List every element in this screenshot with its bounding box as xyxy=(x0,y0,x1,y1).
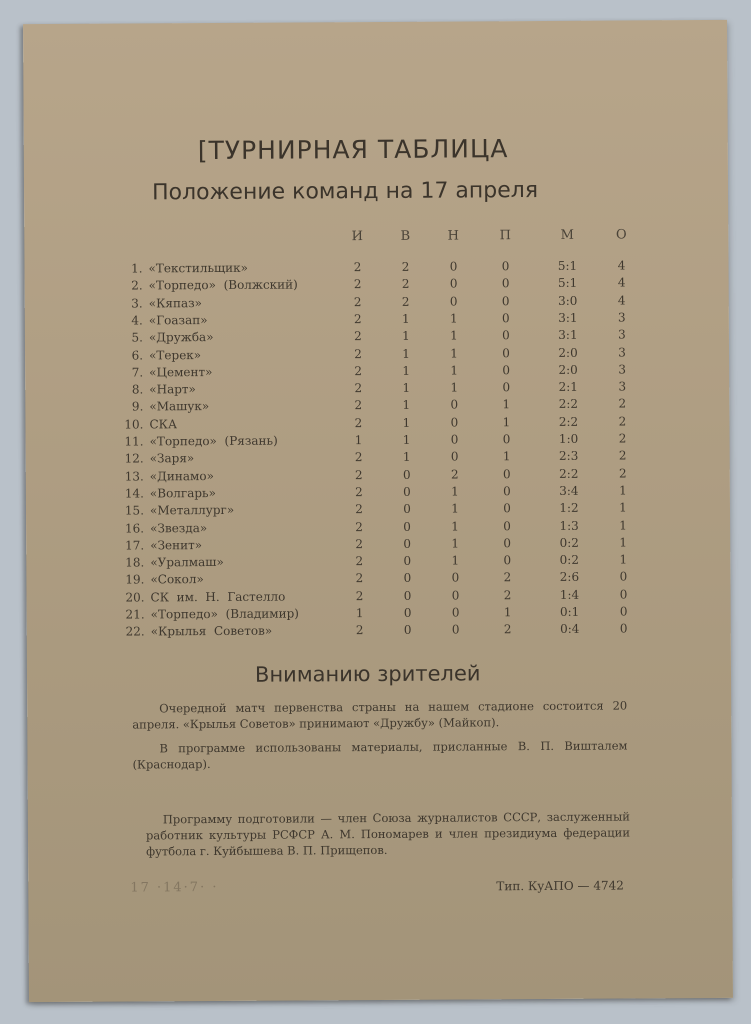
points-cell: 3 xyxy=(618,344,626,360)
losses-cell: 1 xyxy=(503,605,512,620)
position-cell: 12. xyxy=(124,451,144,466)
position-cell: 7. xyxy=(131,365,144,380)
wins-cell: 0 xyxy=(403,588,412,603)
team-name-cell: «Машук» xyxy=(149,399,210,414)
games-cell: 2 xyxy=(355,502,363,517)
points-cell: 0 xyxy=(619,604,628,619)
losses-cell: 0 xyxy=(501,259,510,274)
losses-cell: 0 xyxy=(501,311,510,326)
team-name-cell: «Нарт» xyxy=(149,382,196,397)
team-name-cell: «Уралмаш» xyxy=(150,555,224,570)
position-cell: 22. xyxy=(125,624,145,639)
wins-cell: 1 xyxy=(402,415,411,430)
wins-cell: 0 xyxy=(403,484,411,499)
draws-cell: 0 xyxy=(451,588,460,603)
team-name-cell: «Сокол» xyxy=(150,572,204,587)
points-cell: 2 xyxy=(618,396,627,411)
team-name-cell: СКА xyxy=(149,416,178,432)
wins-cell: 0 xyxy=(403,553,412,568)
games-cell: 2 xyxy=(353,260,362,275)
points-cell: 2 xyxy=(618,431,627,446)
column-header-wins: В xyxy=(400,228,411,244)
goals-cell: 3:1 xyxy=(558,310,578,325)
points-cell: 3 xyxy=(618,379,627,394)
team-name-cell: «Дружба» xyxy=(148,330,214,345)
losses-cell: 1 xyxy=(502,414,511,429)
wins-cell: 1 xyxy=(402,398,411,413)
goals-cell: 2:1 xyxy=(558,379,578,394)
goals-cell: 2:6 xyxy=(559,570,580,585)
games-cell: 2 xyxy=(354,363,363,378)
draws-cell: 0 xyxy=(449,259,458,274)
printer-info: Тип. КуАПО — 4742 xyxy=(496,878,624,894)
draws-cell: 1 xyxy=(450,380,459,395)
goals-cell: 0:4 xyxy=(560,622,580,637)
faded-stamp: 17 ·14·7· · xyxy=(130,879,219,896)
next-match-paragraph: Очередной матч первенства страны на нашем стадионе состоится 20 апреля. «Крылья Советов» принимают «Дружбу» (Майкоп). xyxy=(132,698,628,732)
goals-cell: 3:1 xyxy=(558,327,578,343)
column-header-points: О xyxy=(615,227,627,243)
draws-cell: 0 xyxy=(450,397,459,412)
points-cell: 4 xyxy=(617,293,626,308)
position-cell: 19. xyxy=(125,572,145,587)
games-cell: 2 xyxy=(354,398,363,413)
points-cell: 3 xyxy=(618,327,626,342)
games-cell: 2 xyxy=(355,484,363,500)
points-cell: 2 xyxy=(618,448,627,463)
losses-cell: 0 xyxy=(503,553,512,568)
points-cell: 2 xyxy=(618,466,627,481)
points-cell: 3 xyxy=(617,310,626,325)
games-cell: 2 xyxy=(353,294,362,309)
wins-cell: 1 xyxy=(402,432,411,447)
draws-cell: 1 xyxy=(450,328,458,343)
losses-cell: 0 xyxy=(501,293,510,308)
position-cell: 15. xyxy=(124,503,145,518)
losses-cell: 1 xyxy=(502,449,511,464)
games-cell: 2 xyxy=(355,554,364,569)
attention-heading: Вниманию зрителей xyxy=(254,661,481,687)
games-cell: 2 xyxy=(355,623,364,638)
draws-cell: 1 xyxy=(451,553,460,568)
position-cell: 6. xyxy=(131,347,144,363)
wins-cell: 2 xyxy=(401,277,410,292)
games-cell: 2 xyxy=(353,277,362,292)
points-cell: 0 xyxy=(619,569,628,584)
wins-cell: 1 xyxy=(402,328,410,344)
draws-cell: 1 xyxy=(450,346,458,361)
wins-cell: 0 xyxy=(403,519,411,534)
points-cell: 2 xyxy=(618,414,627,429)
goals-cell: 2:2 xyxy=(558,414,579,429)
column-header-goals: М xyxy=(560,227,575,243)
goals-cell: 2:0 xyxy=(558,362,578,377)
games-cell: 1 xyxy=(354,433,363,448)
team-name-cell: «Торпедо» (Рязань) xyxy=(149,433,278,449)
games-cell: 2 xyxy=(354,346,362,361)
draws-cell: 0 xyxy=(451,622,460,637)
wins-cell: 0 xyxy=(403,571,412,586)
losses-cell: 1 xyxy=(502,397,511,412)
games-cell: 1 xyxy=(355,606,364,621)
goals-cell: 1:2 xyxy=(559,500,579,516)
position-cell: 3. xyxy=(131,296,143,311)
goals-cell: 0:2 xyxy=(559,552,580,567)
games-cell: 2 xyxy=(355,571,364,586)
draws-cell: 0 xyxy=(450,415,459,430)
team-name-cell: СК им. Н. Гастелло xyxy=(150,589,286,605)
position-cell: 4. xyxy=(131,313,143,328)
team-name-cell: «Кяпаз» xyxy=(148,295,203,310)
losses-cell: 0 xyxy=(501,276,510,291)
position-cell: 10. xyxy=(124,417,144,432)
position-cell: 11. xyxy=(124,434,144,449)
wins-cell: 1 xyxy=(402,380,411,395)
games-cell: 2 xyxy=(354,381,363,396)
losses-cell: 2 xyxy=(503,622,512,637)
team-name-cell: «Торпедо» (Волжский) xyxy=(148,277,298,293)
team-name-cell: «Зенит» xyxy=(150,537,203,553)
points-cell: 1 xyxy=(619,552,628,567)
page-title: [ТУРНИРНАЯ ТАБЛИЦА xyxy=(197,134,509,166)
points-cell: 0 xyxy=(619,621,628,636)
column-header-draws: Н xyxy=(447,228,460,244)
points-cell: 4 xyxy=(617,258,626,273)
goals-cell: 2:2 xyxy=(558,397,579,412)
team-name-cell: «Волгарь» xyxy=(149,485,216,501)
position-cell: 13. xyxy=(124,469,144,484)
wins-cell: 0 xyxy=(403,605,412,620)
wins-cell: 0 xyxy=(403,623,412,638)
credits-paragraph: Программу подготовили — член Союза журналистов СССР, заслуженный работник культуры РСФСР А. М. Пономарев и член президиума федерации футбола г. Куйбышева В. П. Прищепов. xyxy=(145,809,631,859)
draws-cell: 0 xyxy=(451,605,460,620)
draws-cell: 1 xyxy=(451,519,459,534)
wins-cell: 0 xyxy=(403,501,411,517)
position-cell: 8. xyxy=(131,382,144,397)
program-page xyxy=(23,20,733,1002)
team-name-cell: «Текстильщик» xyxy=(148,260,249,276)
draws-cell: 0 xyxy=(451,570,460,585)
position-cell: 16. xyxy=(124,520,145,536)
position-cell: 20. xyxy=(125,590,145,605)
wins-cell: 1 xyxy=(402,346,410,361)
team-name-cell: «Торпедо» (Владимир) xyxy=(150,606,299,622)
team-name-cell: «Заря» xyxy=(149,451,195,466)
losses-cell: 0 xyxy=(502,328,510,343)
team-name-cell: «Металлург» xyxy=(149,503,235,518)
losses-cell: 0 xyxy=(503,484,511,499)
position-cell: 9. xyxy=(131,399,144,414)
draws-cell: 1 xyxy=(451,536,460,551)
wins-cell: 1 xyxy=(402,363,411,378)
position-cell: 14. xyxy=(124,486,144,501)
wins-cell: 1 xyxy=(401,311,410,326)
position-cell: 21. xyxy=(125,607,145,622)
wins-cell: 2 xyxy=(401,259,410,274)
draws-cell: 0 xyxy=(449,294,458,309)
wins-cell: 2 xyxy=(401,294,410,309)
team-name-cell: «Крылья Советов» xyxy=(150,623,273,639)
games-cell: 2 xyxy=(355,519,363,534)
losses-cell: 0 xyxy=(502,466,511,481)
position-cell: 18. xyxy=(125,555,145,570)
points-cell: 1 xyxy=(619,483,627,498)
team-name-cell: «Терек» xyxy=(148,347,202,362)
standings-table-header xyxy=(24,227,728,245)
losses-cell: 0 xyxy=(502,362,511,378)
draws-cell: 1 xyxy=(449,311,458,326)
goals-cell: 0:2 xyxy=(559,535,579,550)
points-cell: 1 xyxy=(619,517,627,533)
losses-cell: 2 xyxy=(503,570,512,585)
losses-cell: 0 xyxy=(502,345,510,360)
team-name-cell: «Динамо» xyxy=(149,468,214,483)
materials-paragraph: В программе использованы материалы, присланные В. П. Вишталем (Краснодар). xyxy=(132,738,628,772)
goals-cell: 0:1 xyxy=(559,604,580,619)
column-header-games: И xyxy=(351,229,364,245)
points-cell: 3 xyxy=(618,362,627,377)
position-cell: 1. xyxy=(131,261,143,276)
goals-cell: 2:2 xyxy=(559,466,579,481)
losses-cell: 0 xyxy=(503,535,512,551)
goals-cell: 3:0 xyxy=(558,293,578,308)
points-cell: 1 xyxy=(619,500,627,515)
games-cell: 2 xyxy=(355,588,364,603)
draws-cell: 0 xyxy=(450,432,459,447)
draws-cell: 0 xyxy=(450,449,459,464)
position-cell: 2. xyxy=(131,278,143,293)
goals-cell: 1:0 xyxy=(558,431,579,446)
points-cell: 4 xyxy=(617,275,626,290)
draws-cell: 1 xyxy=(450,363,459,378)
losses-cell: 0 xyxy=(503,501,511,516)
draws-cell: 1 xyxy=(451,484,459,499)
column-header-losses: П xyxy=(499,228,512,244)
losses-cell: 2 xyxy=(503,587,512,602)
games-cell: 2 xyxy=(353,311,362,327)
position-cell: 17. xyxy=(125,538,145,553)
team-name-cell: «Гоазап» xyxy=(148,312,208,328)
table-row xyxy=(27,621,731,642)
page-subtitle: Положение команд на 17 апреля xyxy=(151,178,539,206)
draws-cell: 0 xyxy=(449,276,458,291)
goals-cell: 1:3 xyxy=(559,518,579,533)
goals-cell: 5:1 xyxy=(557,276,578,291)
goals-cell: 1:4 xyxy=(559,587,580,602)
team-name-cell: «Звезда» xyxy=(150,520,208,535)
standings-table xyxy=(24,258,728,639)
losses-cell: 0 xyxy=(503,518,511,533)
games-cell: 2 xyxy=(355,536,364,551)
wins-cell: 1 xyxy=(402,450,411,465)
team-name-cell: «Цемент» xyxy=(149,364,213,380)
games-cell: 2 xyxy=(354,415,363,430)
points-cell: 0 xyxy=(619,587,628,602)
losses-cell: 0 xyxy=(502,380,511,395)
wins-cell: 0 xyxy=(402,467,411,482)
goals-cell: 2:3 xyxy=(558,449,579,464)
points-cell: 1 xyxy=(619,535,628,550)
games-cell: 2 xyxy=(354,450,363,465)
draws-cell: 1 xyxy=(451,501,459,516)
games-cell: 2 xyxy=(354,467,363,482)
games-cell: 2 xyxy=(354,329,362,344)
position-cell: 5. xyxy=(131,330,143,345)
goals-cell: 5:1 xyxy=(557,258,578,273)
draws-cell: 2 xyxy=(450,467,459,482)
goals-cell: 2:0 xyxy=(558,345,578,360)
goals-cell: 3:4 xyxy=(559,483,579,498)
wins-cell: 0 xyxy=(403,536,412,551)
losses-cell: 0 xyxy=(502,432,511,447)
